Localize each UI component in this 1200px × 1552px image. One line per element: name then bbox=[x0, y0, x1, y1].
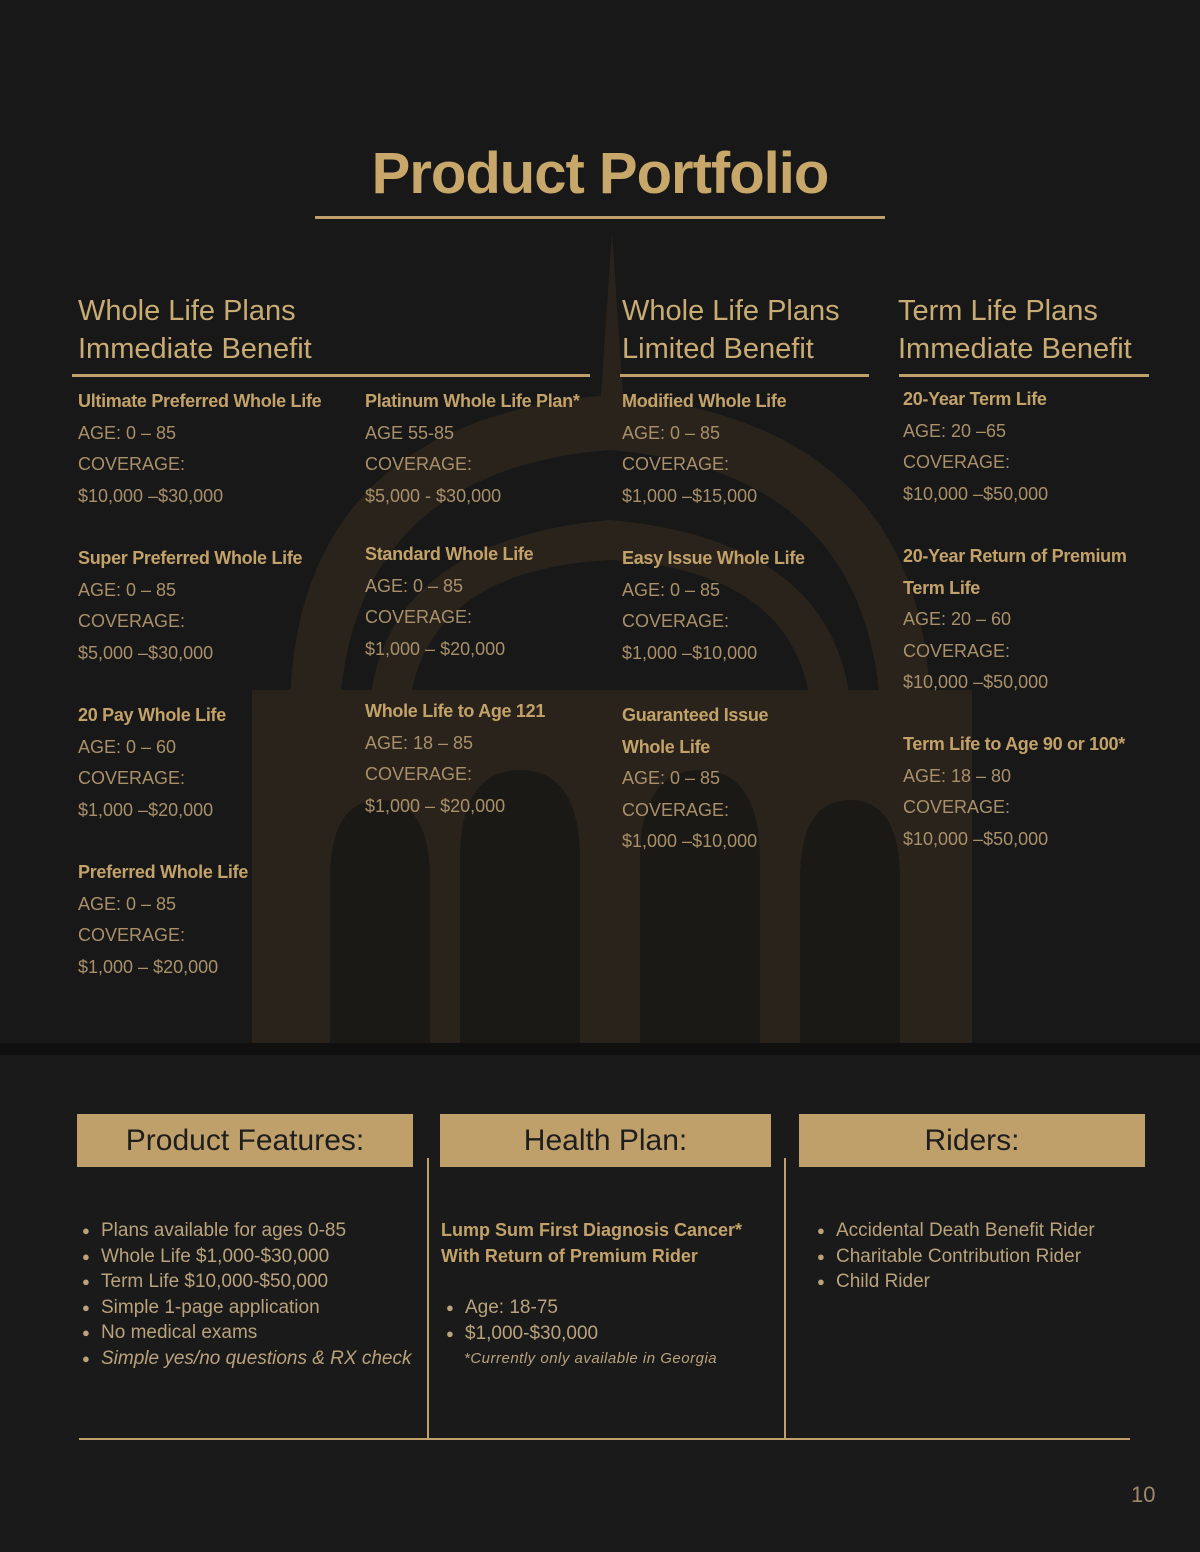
plan-age: AGE: 20 –65 bbox=[903, 420, 1007, 441]
plan-card bbox=[78, 386, 321, 512]
plan-name: Ultimate Preferred Whole Life bbox=[78, 391, 322, 411]
health-plan-title-line: With Return of Premium Rider bbox=[441, 1245, 698, 1266]
plan-age: AGE: 0 – 85 bbox=[78, 422, 177, 443]
category-line: Limited Benefit bbox=[622, 333, 814, 365]
plan-coverage: $5,000 - $30,000 bbox=[365, 485, 502, 506]
plan-card bbox=[78, 543, 302, 669]
plan-card bbox=[365, 386, 580, 512]
plan-card bbox=[365, 696, 545, 822]
plan-coverage-label: COVERAGE: bbox=[903, 452, 1011, 472]
plan-card bbox=[903, 729, 1125, 855]
plan-coverage-label: COVERAGE: bbox=[78, 454, 186, 474]
list-item: ● Child Rider bbox=[817, 1269, 1095, 1295]
plan-coverage-label: COVERAGE: bbox=[78, 768, 186, 788]
list-item: ● Whole Life $1,000-$30,000 bbox=[82, 1244, 412, 1270]
category-rule bbox=[72, 374, 590, 377]
page-number: 10 bbox=[1131, 1482, 1156, 1507]
plan-name-line2: Term Life bbox=[903, 577, 980, 598]
plan-coverage: $10,000 –$30,000 bbox=[78, 485, 224, 506]
plan-coverage: $1,000 – $20,000 bbox=[365, 795, 506, 816]
plan-coverage: $5,000 –$30,000 bbox=[78, 642, 214, 663]
plan-name: Standard Whole Life bbox=[365, 544, 534, 564]
plan-card bbox=[78, 700, 226, 826]
list-item: ● Accidental Death Benefit Rider bbox=[817, 1218, 1095, 1244]
plan-coverage-label: COVERAGE: bbox=[622, 454, 730, 474]
title-underline bbox=[315, 216, 885, 219]
plan-name: Term Life to Age 90 or 100* bbox=[903, 734, 1125, 754]
category-line: Whole Life Plans bbox=[78, 295, 296, 327]
bottom-rule bbox=[79, 1438, 1130, 1440]
plan-name: 20-Year Term Life bbox=[903, 389, 1047, 409]
plan-age: AGE 55-85 bbox=[365, 422, 455, 443]
plan-name: 20-Year Return of Premium bbox=[903, 546, 1127, 566]
plan-name: Whole Life to Age 121 bbox=[365, 701, 546, 721]
plan-coverage-label: COVERAGE: bbox=[78, 925, 186, 945]
list-item: ● Plans available for ages 0-85 bbox=[82, 1218, 412, 1244]
plan-coverage: $10,000 –$50,000 bbox=[903, 483, 1049, 504]
riders-heading: Riders: bbox=[799, 1114, 1145, 1167]
list-item: ● Simple 1-page application bbox=[82, 1295, 412, 1321]
plan-age: AGE: 0 – 85 bbox=[365, 575, 464, 596]
plan-name: Easy Issue Whole Life bbox=[622, 548, 805, 568]
health-plan-title-line: Lump Sum First Diagnosis Cancer* bbox=[441, 1220, 743, 1240]
riders-list bbox=[817, 1218, 1095, 1295]
plan-name: 20 Pay Whole Life bbox=[78, 705, 226, 725]
category-heading-whole-limited bbox=[622, 292, 840, 368]
list-item: ● Age: 18-75 bbox=[446, 1295, 598, 1321]
health-plan-list bbox=[446, 1295, 598, 1346]
plan-card bbox=[622, 700, 768, 858]
plan-age: AGE: 0 – 85 bbox=[622, 579, 721, 600]
plan-name: Guaranteed Issue bbox=[622, 705, 769, 725]
section-divider bbox=[0, 1043, 1200, 1055]
category-heading-whole-immediate bbox=[78, 292, 312, 368]
plan-coverage-label: COVERAGE: bbox=[365, 607, 473, 627]
plan-coverage-label: COVERAGE: bbox=[903, 797, 1011, 817]
list-item: ● No medical exams bbox=[82, 1320, 412, 1346]
list-item: ● Charitable Contribution Rider bbox=[817, 1244, 1095, 1270]
list-item: ● Term Life $10,000-$50,000 bbox=[82, 1269, 412, 1295]
plan-age: AGE: 0 – 85 bbox=[78, 579, 177, 600]
plan-card bbox=[622, 386, 786, 512]
features-heading: Product Features: bbox=[77, 1114, 413, 1167]
plan-name: Super Preferred Whole Life bbox=[78, 548, 303, 568]
plan-coverage-label: COVERAGE: bbox=[78, 611, 186, 631]
column-divider bbox=[784, 1158, 786, 1440]
plan-coverage: $1,000 –$10,000 bbox=[622, 831, 758, 851]
category-line: Term Life Plans bbox=[898, 295, 1098, 327]
plan-coverage: $10,000 –$50,000 bbox=[903, 828, 1049, 849]
plan-name: Modified Whole Life bbox=[622, 391, 787, 411]
column-divider bbox=[427, 1158, 429, 1440]
plan-card bbox=[903, 384, 1048, 510]
health-plan-heading: Health Plan: bbox=[440, 1114, 771, 1167]
plan-coverage: $1,000 –$15,000 bbox=[622, 485, 758, 506]
plan-coverage: $1,000 – $20,000 bbox=[78, 956, 219, 977]
plan-coverage-label: COVERAGE: bbox=[365, 764, 473, 784]
plan-age: AGE: 18 – 85 bbox=[365, 732, 474, 753]
plan-coverage: $10,000 –$50,000 bbox=[903, 672, 1049, 692]
list-item: ● $1,000-$30,000 bbox=[446, 1321, 598, 1347]
health-plan-note: *Currently only available in Georgia bbox=[464, 1350, 718, 1367]
plan-age: AGE: 0 – 85 bbox=[622, 768, 721, 788]
category-line: Immediate Benefit bbox=[898, 333, 1132, 365]
plan-coverage-label: COVERAGE: bbox=[903, 640, 1011, 661]
plan-age: AGE: 18 – 80 bbox=[903, 765, 1012, 786]
plan-card bbox=[78, 857, 248, 983]
plan-card bbox=[622, 543, 805, 669]
plan-coverage-label: COVERAGE: bbox=[622, 611, 730, 631]
plan-coverage-label: COVERAGE: bbox=[365, 454, 473, 474]
plan-name-line2: Whole Life bbox=[622, 736, 710, 757]
category-line: Immediate Benefit bbox=[78, 333, 312, 365]
list-item: ● Simple yes/no questions & RX check bbox=[82, 1346, 412, 1372]
plan-name: Platinum Whole Life Plan* bbox=[365, 391, 580, 411]
plan-age: AGE: 0 – 85 bbox=[622, 422, 721, 443]
category-heading-term-immediate bbox=[898, 292, 1132, 368]
plan-card bbox=[365, 539, 533, 665]
plan-name: Preferred Whole Life bbox=[78, 862, 249, 882]
plan-coverage: $1,000 –$20,000 bbox=[78, 799, 214, 820]
health-plan-title bbox=[441, 1218, 742, 1269]
plan-coverage-label: COVERAGE: bbox=[622, 799, 730, 820]
plan-age: AGE: 20 – 60 bbox=[903, 609, 1012, 629]
category-rule bbox=[899, 374, 1149, 377]
plan-card bbox=[903, 541, 1127, 699]
plan-age: AGE: 0 – 60 bbox=[78, 736, 177, 757]
features-list bbox=[82, 1218, 412, 1371]
page-title: Product Portfolio bbox=[371, 141, 829, 206]
category-line: Whole Life Plans bbox=[622, 295, 840, 327]
category-rule bbox=[620, 374, 869, 377]
plan-coverage: $1,000 –$10,000 bbox=[622, 642, 758, 663]
plan-coverage: $1,000 – $20,000 bbox=[365, 638, 506, 659]
plan-age: AGE: 0 – 85 bbox=[78, 893, 177, 914]
